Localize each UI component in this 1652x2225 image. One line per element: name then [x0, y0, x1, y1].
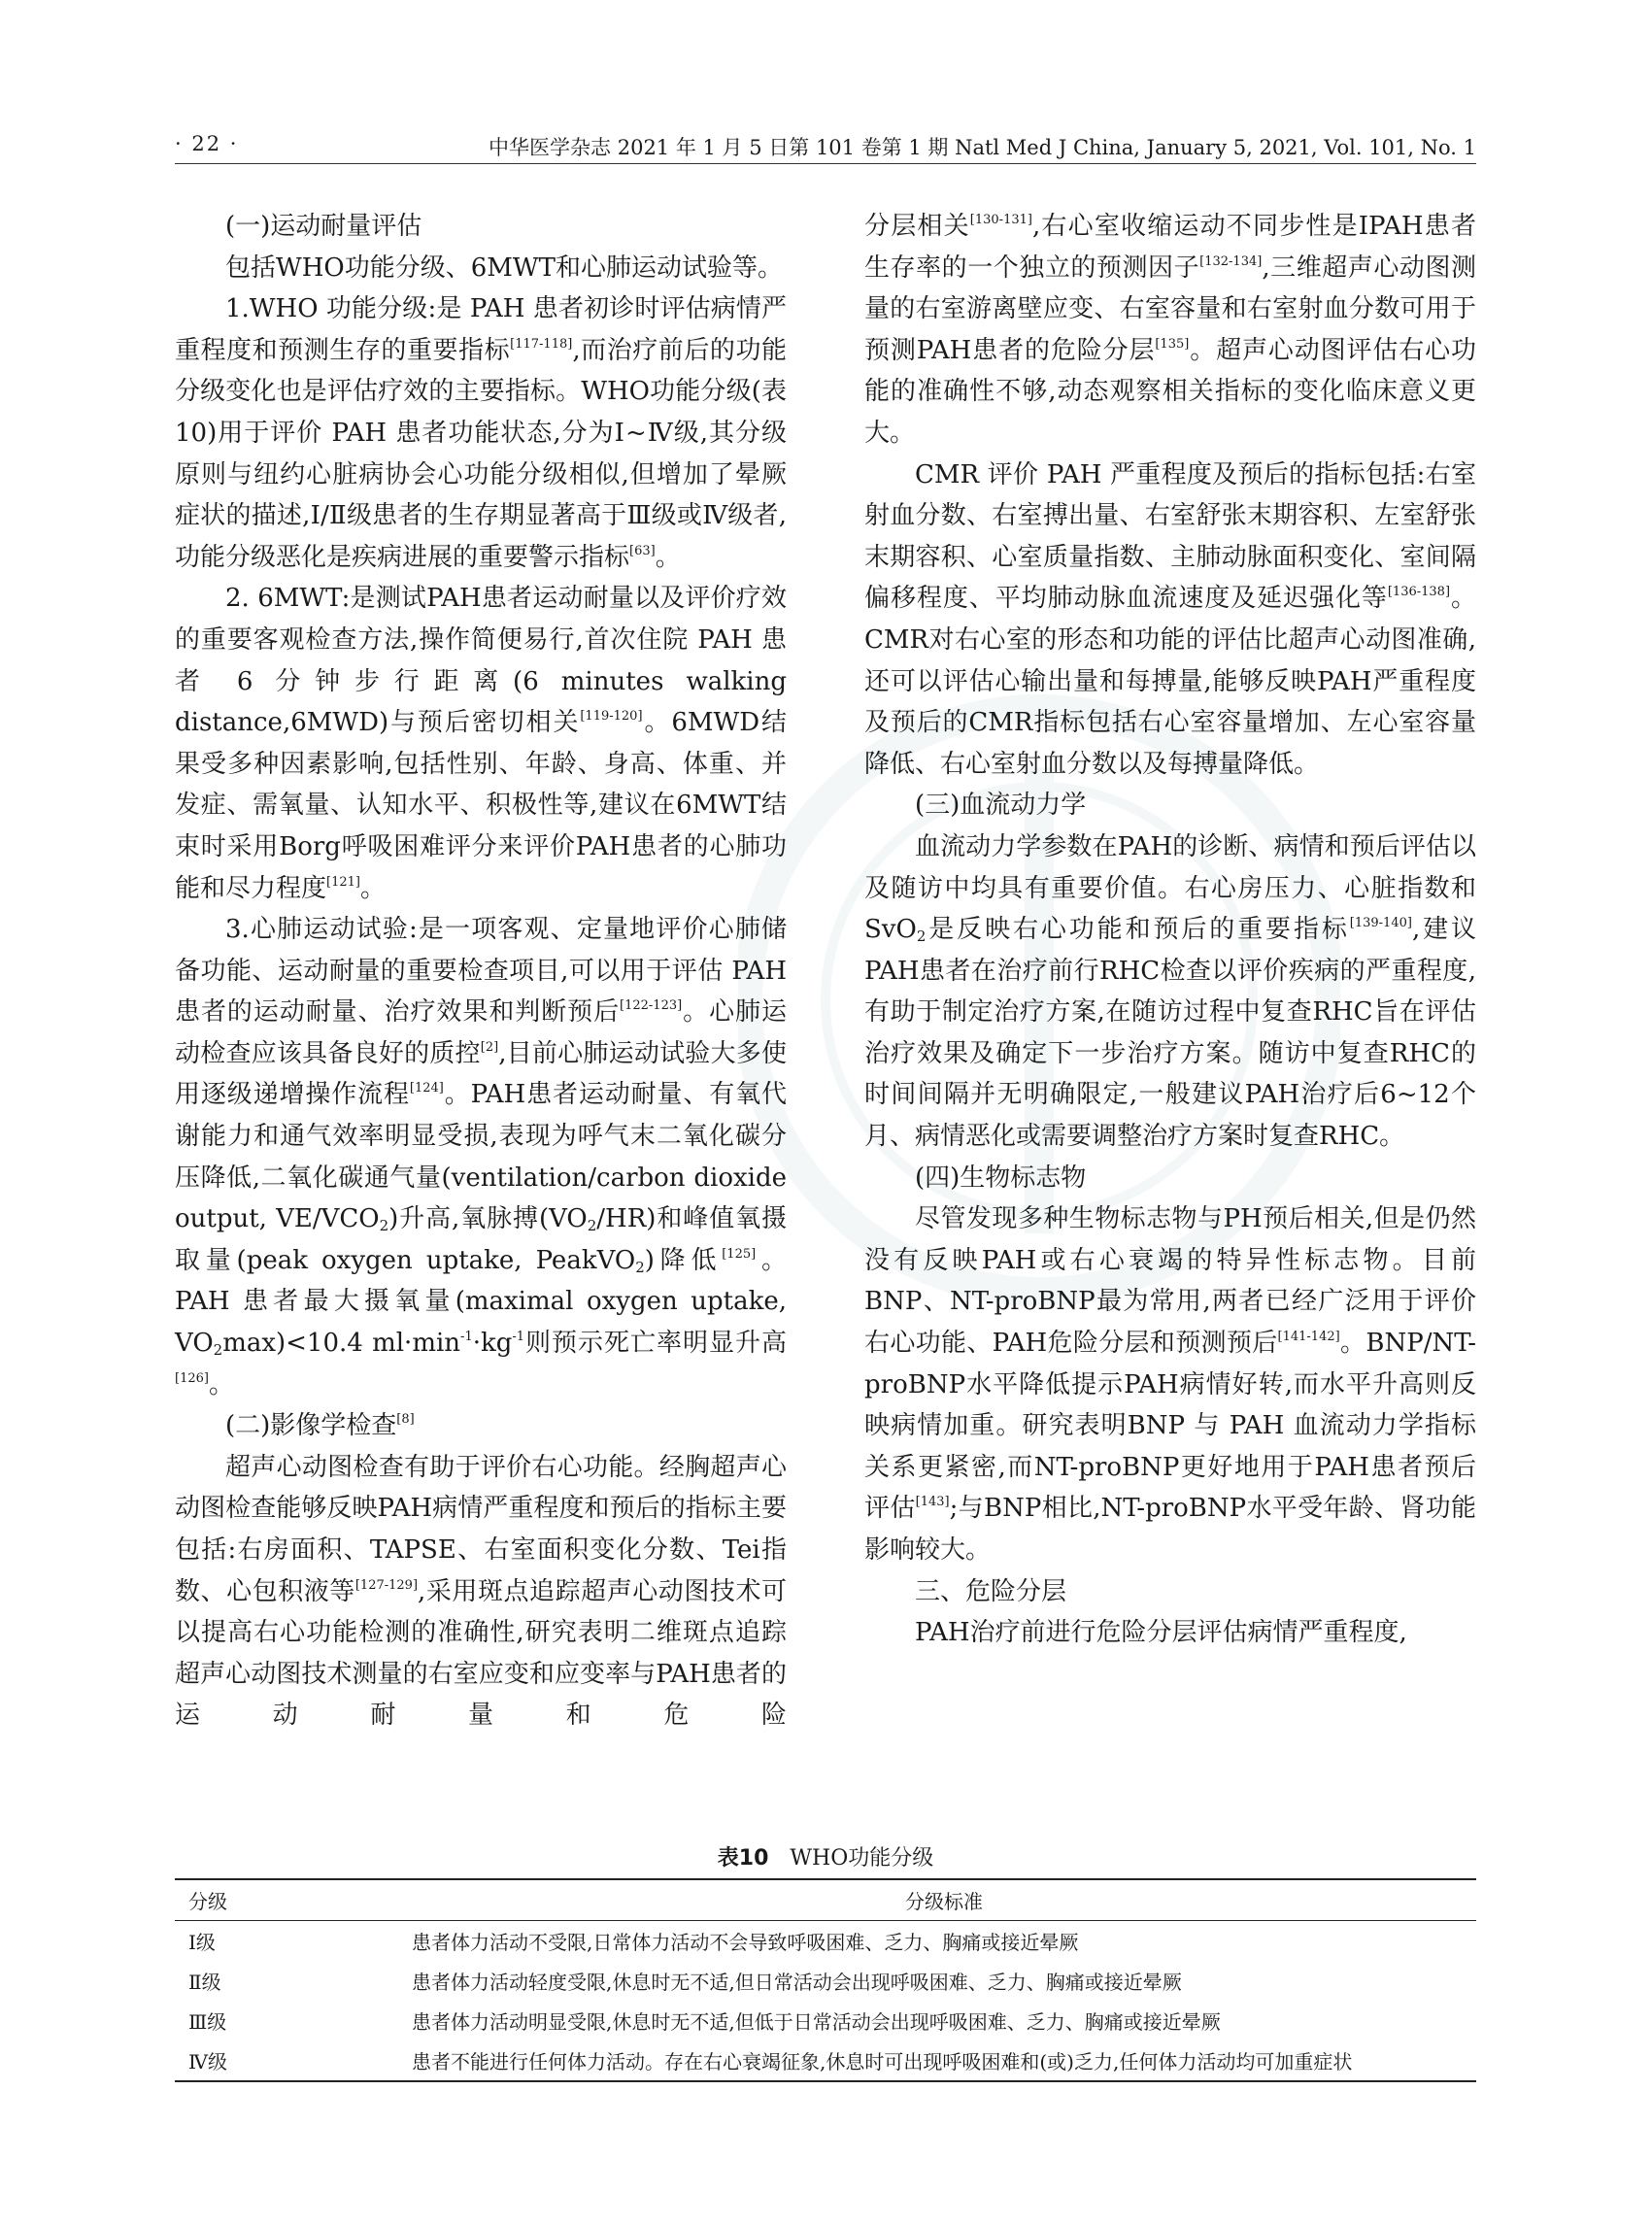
citation: [126] [175, 1370, 209, 1386]
table-row [175, 2040, 1476, 2081]
citation: [119-120] [580, 709, 643, 725]
citation: [124] [409, 1081, 444, 1096]
grade-cell: Ⅰ级 [188, 1931, 216, 1954]
citation: [121] [326, 874, 360, 890]
section-heading: (四)生物标志物 [915, 1163, 1087, 1193]
citation: [63] [629, 543, 656, 558]
section-heading: (二)影像学检查[8] [225, 1411, 415, 1441]
paragraph: 超声心动图检查有助于评价右心功能。经胸超声心动图检查能够反映PAH病情严重程度和预后的指标主要包括:右房面积、TAPSE、右室面积变化分数、Tei指数、心包积液等[127-129],采用斑点追踪超声心动图技术可以提高右心功能检测的准确性,研究表明二维斑点追踪超声心动图技术测量的右室应变和应变率与PAH患者的运动耐量和危险 [175, 1452, 787, 1731]
citation: [135] [1155, 336, 1190, 352]
grade-cell: Ⅳ级 [175, 2040, 412, 2081]
citation: [132-134] [1199, 253, 1263, 269]
running-header [175, 128, 1476, 164]
table-header-criteria: 分级标准 [412, 1879, 1476, 1921]
paragraph: PAH治疗前进行危险分层评估病情严重程度, [915, 1618, 1407, 1648]
paragraph: 血流动力学参数在PAH的诊断、病情和预后评估以及随访中均具有重要价值。右心房压力、心脏指数和SvO$_2$是反映右心功能和预后的重要指标[139-140],建议PAH患者在治疗前行RHC检查以评价疾病的严重程度,有助于制定治疗方案,在随访过程中复查RHC旨在评估治疗效果及确定下一步治疗方案。随访中复查RHC的时间间隔并无明确限定,一般建议PAH治疗后6~12个月、病情恶化或需要调整治疗方案时复查RHC。 [864, 831, 1476, 1152]
citation: [125] [722, 1246, 757, 1262]
citation: [136-138] [1387, 585, 1451, 600]
page-number: · 22 · [175, 132, 239, 155]
table-row [175, 2001, 1476, 2040]
paragraph: 1.WHO 功能分级:是 PAH 患者初诊时评估病情严重程度和预测生存的重要指标[117-118],而治疗前后的功能分级变化也是评估疗效的主要指标。WHO功能分级(表 10)用于评价 PAH 患者功能状态,分为Ⅰ~Ⅳ级,其分级原则与纽约心脏病协会心功能分级相似,但增加了晕厥症状的描述,Ⅰ/Ⅱ级患者的生存期显著高于Ⅲ级或Ⅳ级者,功能分级恶化是疾病进展的重要警示指标[63]。 [175, 294, 787, 572]
right-column [864, 206, 1476, 1654]
table-label: 表10 [717, 1846, 769, 1871]
citation: [139-140] [1349, 916, 1412, 931]
section-heading: 三、危险分层 [915, 1576, 1067, 1606]
left-column [175, 206, 787, 1736]
criteria-cell: 患者不能进行任何体力活动。存在右心衰竭征象,休息时可出现呼吸困难和(或)乏力,任何体力活动均可加重症状 [412, 2040, 1476, 2081]
criteria-cell: 患者体力活动明显受限,休息时无不适,但低于日常活动会出现呼吸困难、乏力、胸痛或接近晕厥 [412, 2010, 1221, 2034]
citation: [130-131] [969, 213, 1032, 227]
section-heading: (三)血流动力学 [915, 791, 1087, 821]
paragraph: CMR 评价 PAH 严重程度及预后的指标包括:右室射血分数、右室搏出量、右室舒张末期容积、左室舒张末期容积、心室质量指数、主肺动脉面积变化、室间隔偏移程度、平均肺动脉血流速度及延迟强化等[136-138]。CMR对右心室的形态和功能的评估比超声心动图准确,还可以评估心输出量和每搏量,能够反映PAH严重程度及预后的CMR指标包括右心室容量增加、左心室容量降低、右心室射血分数以及每搏量降低。 [864, 459, 1476, 779]
paragraph: 包括WHO功能分级、6MWT和心肺运动试验等。 [225, 253, 783, 283]
table-row [175, 1921, 1476, 1962]
citation: [122-123] [620, 998, 683, 1014]
citation: [8] [396, 1412, 415, 1428]
journal-citation: 中华医学杂志 2021 年 1 月 5 日第 101 卷第 1 期 Natl Med J China, January 5, 2021, Vol. 101, No. 1 [489, 136, 1476, 159]
criteria-cell: 患者体力活动不受限,日常体力活动不会导致呼吸困难、乏力、胸痛或接近晕厥 [412, 1931, 1079, 1954]
citation: [117-118] [510, 336, 573, 352]
citation: [143] [915, 1495, 950, 1510]
grade-cell: Ⅲ级 [188, 2010, 227, 2034]
paragraph: 3.心肺运动试验:是一项客观、定量地评价心肺储备功能、运动耐量的重要检查项目,可以用于评估 PAH 患者的运动耐量、治疗效果和判断预后[122-123]。心肺运动检查应该具备良好的质控[2],目前心肺运动试验大多使用逐级递增操作流程[124]。PAH患者运动耐量、有氧代谢能力和通气效率明显受损,表现为呼气末二氧化碳分压降低,二氧化碳通气量(ventilation/carbon dioxide output, $VE/VCO_2$)升高,氧脉搏$(VO_2/HR)$和峰值氧摄取量(peak oxygen uptake, PeakVO$_2$)降低[125]。PAH 患者最大摄氧量(maximal oxygen uptake, $VO_2\max)<10.4$ $ml\cdot\min^{-1}\cdot kg^{-1}$则预示死亡率明显升高[126]。 [175, 915, 788, 1399]
table-header-grade: 分级 [175, 1879, 412, 1921]
paragraph: 分层相关[130-131],右心室收缩运动不同步性是IPAH患者生存率的一个独立的预测因子[132-134],三维超声心动图测量的右室游离壁应变、右室容量和右室射血分数可用于预测PAH患者的危险分层[135]。超声心动图评估右心功能的准确性不够,动态观察相关指标的变化临床意义更大。 [864, 212, 1476, 448]
table-caption [175, 1841, 1476, 1871]
citation: [141-142] [1277, 1330, 1340, 1345]
citation: [2] [480, 1039, 499, 1055]
grade-cell: Ⅱ级 [188, 1971, 221, 1994]
who-function-table [175, 1878, 1476, 2082]
paragraph: 尽管发现多种生物标志物与PH预后相关,但是仍然没有反映PAH或右心衰竭的特异性标志物。目前BNP、NT-proBNP最为常用,两者已经广泛用于评价右心功能、PAH危险分层和预测预后[141-142]。BNP/NT-proBNP水平降低提示PAH病情好转,而水平升高则反映病情加重。研究表明BNP 与 PAH 血流动力学指标关系更紧密,而NT-proBNP更好地用于PAH患者预后评估[143];与BNP相比,NT-proBNP水平受年龄、肾功能影响较大。 [864, 1204, 1477, 1565]
citation: [127-129] [354, 1577, 419, 1593]
table-row [175, 1961, 1476, 2001]
paragraph: 2. 6MWT:是测试PAH患者运动耐量以及评价疗效的重要客观检查方法,操作简便易行,首次住院 PAH 患者 6 分钟步行距离(6 minutes walking distance,6MWD)与预后密切相关[119-120]。6MWD结果受多种因素影响,包括性别、年龄、身高、体重、并发症、需氧量、认知水平、积极性等,建议在6MWT结束时采用Borg呼吸困难评分来评价PAH患者的心肺功能和尽力程度[121]。 [175, 584, 787, 903]
criteria-cell: 患者体力活动轻度受限,休息时无不适,但日常活动会出现呼吸困难、乏力、胸痛或接近晕厥 [412, 1971, 1182, 1994]
table-title: WHO功能分级 [790, 1846, 934, 1871]
section-heading: (一)运动耐量评估 [225, 212, 422, 241]
